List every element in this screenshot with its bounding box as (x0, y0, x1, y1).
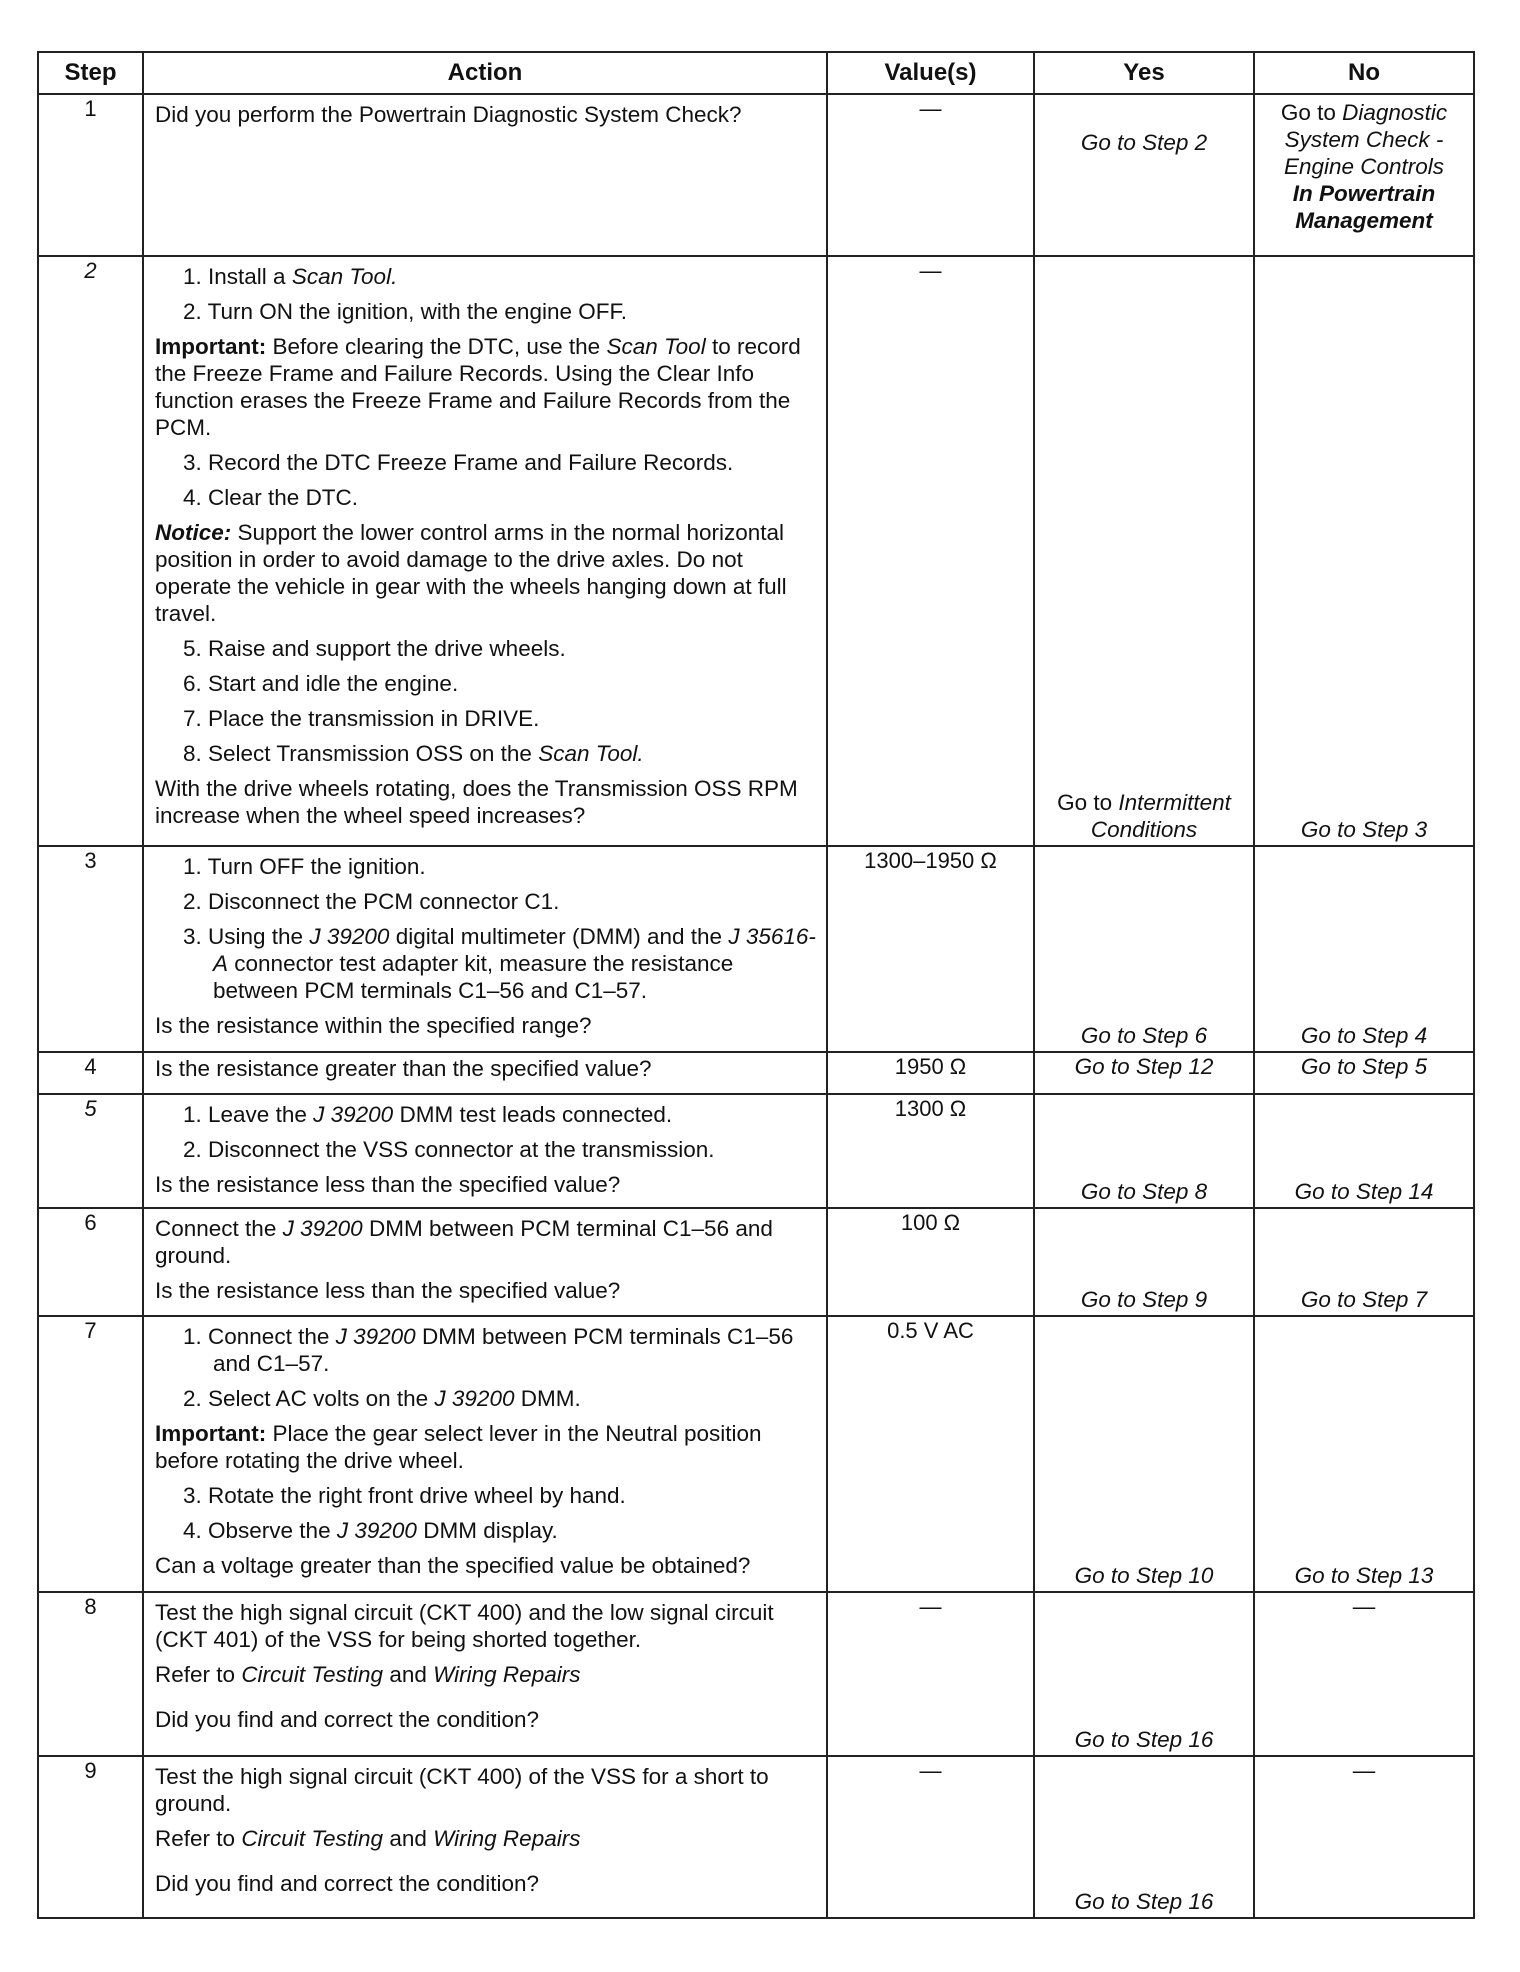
list-item: 1. Install a Scan Tool. (183, 264, 398, 289)
action-text: Did you perform the Powertrain Diagnostic System Check? (155, 102, 742, 127)
no-link[interactable]: Go to Step 4 (1300, 1023, 1428, 1048)
header-no: No (1254, 52, 1474, 94)
yes-link[interactable]: Go to Step 10 (1074, 1563, 1214, 1588)
list-item: 1. Connect the J 39200 DMM between PCM terminals C1–56 and C1–57. (183, 1324, 794, 1376)
no-cell (1254, 1316, 1474, 1592)
yes-link[interactable]: Go to Step 8 (1080, 1179, 1208, 1204)
list-item: 2. Disconnect the VSS connector at the transmission. (183, 1137, 715, 1162)
action-cell (143, 1052, 827, 1094)
diagnostic-table (37, 51, 1475, 1919)
action-text: Connect the J 39200 DMM between PCM terminal C1–56 and ground. (155, 1216, 773, 1268)
step-number: 6 (38, 1208, 143, 1316)
question-text: Is the resistance less than the specified value? (155, 1278, 621, 1303)
step-number: 2 (38, 256, 143, 846)
no-link[interactable]: Go to Step 7 (1300, 1287, 1428, 1312)
value-cell: 0.5 V AC (827, 1316, 1034, 1592)
table-row (38, 1094, 1474, 1208)
question-text: With the drive wheels rotating, does the Transmission OSS RPM increase when the wheel speed increases? (155, 776, 798, 828)
list-item: 3. Using the J 39200 digital multimeter (DMM) and the J 35616-A connector test adapter kit, measure the resistance between PCM terminals C1–56 and C1–57. (183, 924, 816, 1003)
important-note: Important: Before clearing the DTC, use the Scan Tool to record the Freeze Frame and Failure Records. Using the Clear Info function erases the Freeze Frame and Failure Records from the PCM. (155, 334, 801, 440)
list-item: 1. Turn OFF the ignition. (183, 854, 426, 879)
list-item: 2. Disconnect the PCM connector C1. (183, 889, 560, 914)
question-text: Did you find and correct the condition? (155, 1871, 539, 1896)
step-number: 5 (38, 1094, 143, 1208)
question-text: Is the resistance within the specified range? (155, 1013, 592, 1038)
header-yes: Yes (1034, 52, 1254, 94)
value-cell: — (827, 1756, 1034, 1918)
yes-link[interactable]: Go to Step 16 (1074, 1889, 1214, 1914)
question-text: Did you find and correct the condition? (155, 1707, 539, 1732)
yes-link[interactable]: Go to Step 16 (1074, 1727, 1214, 1752)
yes-cell (1034, 1208, 1254, 1316)
no-cell: — (1254, 1756, 1474, 1918)
action-cell (143, 1316, 827, 1592)
table-row (38, 94, 1474, 256)
important-note: Important: Place the gear select lever in the Neutral position before rotating the drive wheel. (155, 1421, 762, 1473)
yes-cell (1034, 1316, 1254, 1592)
value-cell: 100 Ω (827, 1208, 1034, 1316)
no-bold-text: In Powertrain Management (1292, 181, 1436, 233)
circuit-testing-link[interactable]: Circuit Testing (241, 1826, 384, 1851)
list-item: 6. Start and idle the engine. (183, 671, 459, 696)
no-link[interactable]: Go to Step 13 (1294, 1563, 1434, 1588)
no-cell (1254, 1094, 1474, 1208)
yes-cell: Go to Intermittent Conditions (1034, 256, 1254, 846)
refer-text: Refer to Circuit Testing and Wiring Repairs (155, 1826, 581, 1851)
yes-cell (1034, 1094, 1254, 1208)
no-cell: — (1254, 1592, 1474, 1756)
action-cell (143, 256, 827, 846)
list-item: 4. Clear the DTC. (183, 485, 359, 510)
list-item: 2. Select AC volts on the J 39200 DMM. (183, 1386, 581, 1411)
list-item: 5. Raise and support the drive wheels. (183, 636, 566, 661)
action-cell (143, 94, 827, 256)
no-link[interactable]: Go to Step 5 (1300, 1054, 1428, 1079)
yes-cell (1034, 1592, 1254, 1756)
action-cell (143, 846, 827, 1052)
action-text: Test the high signal circuit (CKT 400) and the low signal circuit (CKT 401) of the VSS for being shorted together. (155, 1600, 774, 1652)
yes-link[interactable]: Go to Step 9 (1080, 1287, 1208, 1312)
no-link[interactable]: Go to Step 3 (1300, 817, 1428, 842)
circuit-testing-link[interactable]: Circuit Testing (241, 1662, 384, 1687)
wiring-repairs-link[interactable]: Wiring Repairs (433, 1662, 581, 1687)
action-text: Test the high signal circuit (CKT 400) of the VSS for a short to ground. (155, 1764, 769, 1816)
no-cell (1254, 1208, 1474, 1316)
value-cell: 1950 Ω (827, 1052, 1034, 1094)
step-number: 7 (38, 1316, 143, 1592)
value-cell: 1300 Ω (827, 1094, 1034, 1208)
no-cell (1254, 94, 1474, 256)
table-row (38, 1052, 1474, 1094)
wiring-repairs-link[interactable]: Wiring Repairs (433, 1826, 581, 1851)
yes-cell (1034, 1756, 1254, 1918)
action-cell (143, 1094, 827, 1208)
table-row (38, 1592, 1474, 1756)
table-row (38, 1756, 1474, 1918)
table-row (38, 256, 1474, 846)
no-cell (1254, 256, 1474, 846)
question-text: Can a voltage greater than the specified value be obtained? (155, 1553, 751, 1578)
no-cell (1254, 1052, 1474, 1094)
yes-cell (1034, 846, 1254, 1052)
notice-note: Notice: Support the lower control arms in the normal horizontal position in order to avoid damage to the drive axles. Do not operate the vehicle in gear with the wheels hanging down at full travel. (155, 520, 787, 626)
action-cell (143, 1592, 827, 1756)
step-number: 8 (38, 1592, 143, 1756)
step-number: 9 (38, 1756, 143, 1918)
step-number: 1 (38, 94, 143, 256)
header-action: Action (143, 52, 827, 94)
header-values: Value(s) (827, 52, 1034, 94)
yes-link[interactable]: Go to Step 2 (1080, 130, 1208, 155)
table-row (38, 1316, 1474, 1592)
question-text: Is the resistance greater than the specified value? (155, 1056, 652, 1081)
action-cell (143, 1208, 827, 1316)
no-cell (1254, 846, 1474, 1052)
no-link[interactable]: Go to Step 14 (1294, 1179, 1434, 1204)
no-link[interactable]: Diagnostic System Check - Engine Controls (1283, 100, 1448, 179)
no-prefix: Go to (1280, 100, 1336, 125)
list-item: 8. Select Transmission OSS on the Scan Tool. (183, 741, 644, 766)
list-item: 3. Record the DTC Freeze Frame and Failure Records. (183, 450, 734, 475)
list-item: 4. Observe the J 39200 DMM display. (183, 1518, 558, 1543)
list-item: 2. Turn ON the ignition, with the engine OFF. (183, 299, 627, 324)
yes-cell (1034, 94, 1254, 256)
refer-text: Refer to Circuit Testing and Wiring Repairs (155, 1662, 581, 1687)
value-cell: — (827, 1592, 1034, 1756)
list-item: 1. Leave the J 39200 DMM test leads connected. (183, 1102, 673, 1127)
question-text: Is the resistance less than the specified value? (155, 1172, 621, 1197)
yes-link[interactable]: Go to Step 12 (1074, 1054, 1214, 1079)
step-number: 3 (38, 846, 143, 1052)
list-item: 7. Place the transmission in DRIVE. (183, 706, 540, 731)
list-item: 3. Rotate the right front drive wheel by hand. (183, 1483, 626, 1508)
table-row (38, 1208, 1474, 1316)
yes-link[interactable]: Intermittent Conditions (1090, 790, 1231, 842)
yes-link[interactable]: Go to Step 6 (1080, 1023, 1208, 1048)
header-row (38, 52, 1474, 94)
value-cell: 1300–1950 Ω (827, 846, 1034, 1052)
action-cell (143, 1756, 827, 1918)
header-step: Step (38, 52, 143, 94)
step-number: 4 (38, 1052, 143, 1094)
yes-cell (1034, 1052, 1254, 1094)
table-row (38, 846, 1474, 1052)
value-cell: — (827, 94, 1034, 256)
value-cell: — (827, 256, 1034, 846)
